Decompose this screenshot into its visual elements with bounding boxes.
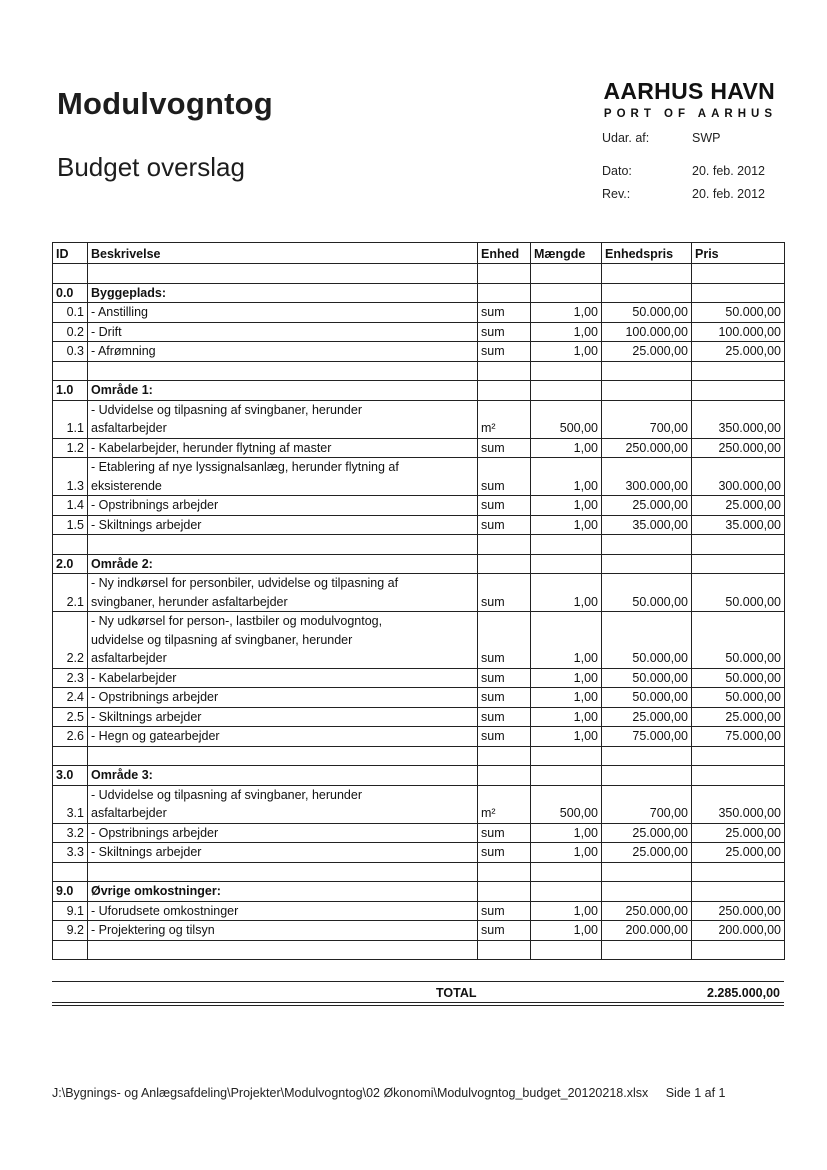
- cell-price: 50.000,00: [692, 303, 785, 323]
- description-line: - Ny udkørsel for person-, lastbiler og modulvogntog,: [91, 614, 383, 628]
- cell-unit-price: [602, 361, 692, 381]
- cell-description: [88, 496, 478, 516]
- cell-quantity: [531, 882, 602, 902]
- cell-description: [88, 921, 478, 941]
- cell-unit: [478, 940, 531, 960]
- cell-unit: m²: [478, 785, 531, 823]
- cell-id: 0.3: [53, 342, 88, 362]
- cell-quantity: [531, 766, 602, 786]
- cell-unit-price: [602, 766, 692, 786]
- cell-price: 200.000,00: [692, 921, 785, 941]
- table-header-row: [53, 243, 785, 264]
- cell-price: 100.000,00: [692, 322, 785, 342]
- cell-description: [88, 785, 478, 823]
- cell-quantity: 1,00: [531, 322, 602, 342]
- cell-quantity: 1,00: [531, 515, 602, 535]
- cell-unit-price: [602, 940, 692, 960]
- description-line: - Opstribnings arbejder: [91, 825, 219, 840]
- cell-description: [88, 766, 478, 786]
- cell-quantity: 1,00: [531, 303, 602, 323]
- cell-unit-price: 25.000,00: [602, 707, 692, 727]
- cell-unit-price: 75.000,00: [602, 727, 692, 747]
- cell-unit-price: [602, 746, 692, 766]
- cell-description: [88, 843, 478, 863]
- table-row: [53, 342, 785, 362]
- meta-revision-value: 20. feb. 2012: [692, 187, 765, 201]
- cell-price: [692, 882, 785, 902]
- cell-unit-price: [602, 283, 692, 303]
- table-blank-row: [53, 361, 785, 381]
- description-line: - Projektering og tilsyn: [91, 923, 215, 937]
- cell-description: [88, 940, 478, 960]
- cell-price: 50.000,00: [692, 668, 785, 688]
- cell-unit-price: 700,00: [602, 400, 692, 438]
- cell-description: [88, 688, 478, 708]
- cell-id: 2.0: [53, 554, 88, 574]
- cell-id: 9.0: [53, 882, 88, 902]
- cell-id: 1.3: [53, 458, 88, 496]
- cell-id: 2.6: [53, 727, 88, 747]
- cell-unit-price: 50.000,00: [602, 612, 692, 669]
- cell-id: 0.2: [53, 322, 88, 342]
- description-line: svingbaner, herunder asfaltarbejder: [91, 594, 288, 609]
- table-row: [53, 668, 785, 688]
- table-section-row: [53, 381, 785, 401]
- table-row: [53, 785, 785, 823]
- cell-quantity: 1,00: [531, 901, 602, 921]
- page-footer: [52, 1086, 725, 1100]
- budget-table-body: [53, 264, 785, 960]
- cell-unit-price: 250.000,00: [602, 901, 692, 921]
- cell-quantity: 1,00: [531, 727, 602, 747]
- description-line: - Opstribnings arbejder: [91, 498, 219, 512]
- cell-description: [88, 303, 478, 323]
- description-line: Øvrige omkostninger:: [91, 884, 221, 898]
- cell-description: [88, 746, 478, 766]
- cell-quantity: 1,00: [531, 612, 602, 669]
- table-section-row: [53, 766, 785, 786]
- cell-price: 300.000,00: [692, 458, 785, 496]
- cell-unit: sum: [478, 612, 531, 669]
- cell-unit: sum: [478, 458, 531, 496]
- cell-quantity: [531, 361, 602, 381]
- description-line: asfaltarbejder: [91, 421, 167, 435]
- meta-revision-label: Rev.:: [602, 187, 631, 201]
- table-row: [53, 574, 785, 612]
- description-line: Byggeplads:: [91, 285, 167, 300]
- description-line: - Udvidelse og tilpasning af svingbaner, herunder: [91, 787, 363, 802]
- cell-quantity: [531, 264, 602, 284]
- cell-description: [88, 438, 478, 458]
- cell-unit: sum: [478, 342, 531, 362]
- cell-unit: [478, 882, 531, 902]
- cell-unit-price: 700,00: [602, 785, 692, 823]
- cell-unit: sum: [478, 322, 531, 342]
- cell-unit: [478, 381, 531, 401]
- cell-description: [88, 264, 478, 284]
- cell-quantity: 500,00: [531, 785, 602, 823]
- cell-quantity: [531, 535, 602, 555]
- cell-description: [88, 901, 478, 921]
- cell-quantity: 1,00: [531, 668, 602, 688]
- cell-id: 3.0: [53, 766, 88, 786]
- cell-price: [692, 940, 785, 960]
- cell-id: 3.1: [53, 785, 88, 823]
- description-line: - Kabelarbejder: [91, 670, 177, 685]
- cell-id: 2.4: [53, 688, 88, 708]
- cell-unit-price: 200.000,00: [602, 921, 692, 941]
- cell-price: 50.000,00: [692, 612, 785, 669]
- cell-quantity: [531, 554, 602, 574]
- cell-price: [692, 746, 785, 766]
- description-line: udvidelse og tilpasning af svingbaner, herunder: [91, 632, 353, 647]
- cell-quantity: [531, 283, 602, 303]
- cell-description: [88, 668, 478, 688]
- footer-page-number: Side 1 af 1: [665, 1086, 726, 1100]
- column-header-unit: Enhed: [478, 243, 531, 264]
- cell-id: [53, 940, 88, 960]
- cell-unit: sum: [478, 438, 531, 458]
- cell-price: [692, 862, 785, 882]
- cell-unit: sum: [478, 823, 531, 843]
- cell-unit: [478, 283, 531, 303]
- footer-file-path: J:\Bygnings- og Anlægsafdeling\Projekter\Modulvogntog\02 Økonomi\Modulvogntog_budget_20120218.xlsx: [52, 1086, 649, 1100]
- cell-price: 250.000,00: [692, 901, 785, 921]
- table-row: [53, 458, 785, 496]
- cell-id: [53, 264, 88, 284]
- cell-unit: sum: [478, 496, 531, 516]
- cell-price: [692, 283, 785, 303]
- cell-description: [88, 882, 478, 902]
- table-row: [53, 515, 785, 535]
- cell-quantity: 1,00: [531, 496, 602, 516]
- cell-id: [53, 746, 88, 766]
- cell-id: 1.0: [53, 381, 88, 401]
- cell-price: [692, 264, 785, 284]
- table-blank-row: [53, 940, 785, 960]
- cell-description: [88, 458, 478, 496]
- cell-unit: sum: [478, 574, 531, 612]
- cell-unit: sum: [478, 668, 531, 688]
- cell-price: 35.000,00: [692, 515, 785, 535]
- budget-table: [52, 242, 785, 960]
- description-line: asfaltarbejder: [91, 651, 167, 665]
- table-blank-row: [53, 535, 785, 555]
- cell-description: [88, 283, 478, 303]
- meta-prepared-label: Udar. af:: [602, 131, 650, 145]
- total-section: [52, 981, 784, 1006]
- table-row: [53, 843, 785, 863]
- cell-unit: sum: [478, 921, 531, 941]
- description-line: - Uforudsete omkostninger: [91, 903, 239, 918]
- description-line: eksisterende: [91, 478, 162, 493]
- cell-quantity: 1,00: [531, 438, 602, 458]
- table-row: [53, 921, 785, 941]
- cell-unit: [478, 862, 531, 882]
- cell-unit-price: 25.000,00: [602, 843, 692, 863]
- meta-prepared-value: SWP: [692, 131, 721, 145]
- cell-quantity: 1,00: [531, 688, 602, 708]
- description-line: - Ny indkørsel for personbiler, udvidelse og tilpasning af: [91, 576, 399, 590]
- cell-price: 350.000,00: [692, 400, 785, 438]
- cell-description: [88, 361, 478, 381]
- total-label: TOTAL: [436, 986, 477, 1000]
- cell-unit-price: [602, 554, 692, 574]
- cell-unit-price: 25.000,00: [602, 342, 692, 362]
- description-line: - Anstilling: [91, 305, 148, 319]
- cell-quantity: 500,00: [531, 400, 602, 438]
- company-logo-main: AARHUS HAVN: [603, 78, 775, 104]
- cell-id: 1.2: [53, 438, 88, 458]
- cell-price: 25.000,00: [692, 707, 785, 727]
- cell-quantity: [531, 862, 602, 882]
- table-row: [53, 707, 785, 727]
- cell-id: 0.1: [53, 303, 88, 323]
- description-line: - Udvidelse og tilpasning af svingbaner, herunder: [91, 402, 363, 417]
- cell-unit: sum: [478, 515, 531, 535]
- column-header-price: Pris: [692, 243, 785, 264]
- cell-quantity: 1,00: [531, 707, 602, 727]
- table-blank-row: [53, 862, 785, 882]
- cell-price: 250.000,00: [692, 438, 785, 458]
- cell-unit-price: [602, 381, 692, 401]
- table-row: [53, 727, 785, 747]
- cell-price: 75.000,00: [692, 727, 785, 747]
- cell-unit-price: 50.000,00: [602, 574, 692, 612]
- cell-description: [88, 612, 478, 669]
- description-line: - Skiltnings arbejder: [91, 709, 202, 724]
- cell-price: [692, 766, 785, 786]
- cell-id: 0.0: [53, 283, 88, 303]
- cell-id: [53, 535, 88, 555]
- table-blank-row: [53, 264, 785, 284]
- cell-id: 2.1: [53, 574, 88, 612]
- cell-description: [88, 322, 478, 342]
- cell-price: 25.000,00: [692, 342, 785, 362]
- cell-description: [88, 574, 478, 612]
- cell-unit: [478, 766, 531, 786]
- cell-description: [88, 381, 478, 401]
- cell-price: 25.000,00: [692, 496, 785, 516]
- total-value: 2.285.000,00: [707, 986, 780, 1000]
- cell-quantity: 1,00: [531, 458, 602, 496]
- cell-unit: sum: [478, 688, 531, 708]
- cell-unit: m²: [478, 400, 531, 438]
- cell-unit-price: 50.000,00: [602, 668, 692, 688]
- cell-unit-price: [602, 862, 692, 882]
- table-section-row: [53, 554, 785, 574]
- cell-unit: [478, 554, 531, 574]
- table-row: [53, 496, 785, 516]
- cell-price: 50.000,00: [692, 688, 785, 708]
- cell-description: [88, 535, 478, 555]
- cell-price: [692, 535, 785, 555]
- description-line: - Skiltnings arbejder: [91, 845, 202, 859]
- cell-description: [88, 707, 478, 727]
- cell-description: [88, 554, 478, 574]
- cell-price: [692, 361, 785, 381]
- document-subtitle: Budget overslag: [57, 152, 245, 182]
- cell-unit: sum: [478, 901, 531, 921]
- cell-description: [88, 400, 478, 438]
- cell-id: 2.2: [53, 612, 88, 669]
- column-header-id: ID: [53, 243, 88, 264]
- cell-unit: sum: [478, 707, 531, 727]
- table-row: [53, 688, 785, 708]
- cell-id: 2.3: [53, 668, 88, 688]
- description-line: - Opstribnings arbejder: [91, 690, 219, 704]
- cell-unit: [478, 535, 531, 555]
- cell-price: [692, 381, 785, 401]
- cell-price: [692, 554, 785, 574]
- cell-price: 350.000,00: [692, 785, 785, 823]
- cell-id: 3.3: [53, 843, 88, 863]
- cell-id: 9.2: [53, 921, 88, 941]
- table-blank-row: [53, 746, 785, 766]
- cell-id: 1.5: [53, 515, 88, 535]
- table-row: [53, 322, 785, 342]
- cell-quantity: 1,00: [531, 574, 602, 612]
- cell-unit-price: [602, 882, 692, 902]
- cell-unit-price: 25.000,00: [602, 823, 692, 843]
- cell-description: [88, 823, 478, 843]
- table-row: [53, 303, 785, 323]
- cell-unit-price: [602, 535, 692, 555]
- cell-unit-price: 35.000,00: [602, 515, 692, 535]
- cell-description: [88, 342, 478, 362]
- column-header-unit-price: Enhedspris: [602, 243, 692, 264]
- cell-unit-price: 300.000,00: [602, 458, 692, 496]
- description-line: - Skiltnings arbejder: [91, 517, 202, 532]
- description-line: - Etablering af nye lyssignalsanlæg, herunder flytning af: [91, 460, 399, 474]
- cell-unit: sum: [478, 727, 531, 747]
- description-line: - Kabelarbejder, herunder flytning af master: [91, 440, 332, 455]
- table-section-row: [53, 882, 785, 902]
- cell-description: [88, 862, 478, 882]
- cell-id: 1.4: [53, 496, 88, 516]
- cell-price: 25.000,00: [692, 823, 785, 843]
- description-line: Område 2:: [91, 556, 153, 571]
- cell-quantity: 1,00: [531, 342, 602, 362]
- cell-id: 9.1: [53, 901, 88, 921]
- meta-date-value: 20. feb. 2012: [692, 164, 765, 178]
- cell-unit: [478, 746, 531, 766]
- cell-unit-price: 25.000,00: [602, 496, 692, 516]
- cell-unit-price: 250.000,00: [602, 438, 692, 458]
- meta-date-label: Dato:: [602, 164, 632, 178]
- table-row: [53, 901, 785, 921]
- column-header-quantity: Mængde: [531, 243, 602, 264]
- cell-unit: [478, 361, 531, 381]
- description-line: Område 3:: [91, 768, 153, 782]
- description-line: - Hegn og gatearbejder: [91, 729, 220, 743]
- cell-id: 2.5: [53, 707, 88, 727]
- description-line: Område 1:: [91, 383, 153, 397]
- cell-unit-price: 50.000,00: [602, 688, 692, 708]
- description-line: asfaltarbejder: [91, 806, 167, 820]
- description-line: - Drift: [91, 324, 122, 339]
- cell-quantity: 1,00: [531, 921, 602, 941]
- cell-quantity: 1,00: [531, 823, 602, 843]
- column-header-description: Beskrivelse: [88, 243, 478, 264]
- table-row: [53, 823, 785, 843]
- table-row: [53, 438, 785, 458]
- cell-id: 1.1: [53, 400, 88, 438]
- cell-id: [53, 361, 88, 381]
- cell-description: [88, 515, 478, 535]
- cell-quantity: [531, 940, 602, 960]
- cell-unit: sum: [478, 843, 531, 863]
- table-section-row: [53, 283, 785, 303]
- company-logo-sub: PORT OF AARHUS: [603, 108, 777, 120]
- cell-unit-price: [602, 264, 692, 284]
- cell-quantity: 1,00: [531, 843, 602, 863]
- document-title: Modulvogntog: [57, 86, 273, 121]
- table-row: [53, 612, 785, 669]
- cell-quantity: [531, 381, 602, 401]
- cell-quantity: [531, 746, 602, 766]
- cell-unit-price: 100.000,00: [602, 322, 692, 342]
- cell-id: [53, 862, 88, 882]
- description-line: - Afrømning: [91, 344, 156, 358]
- table-row: [53, 400, 785, 438]
- cell-unit: sum: [478, 303, 531, 323]
- cell-description: [88, 727, 478, 747]
- cell-price: 25.000,00: [692, 843, 785, 863]
- cell-unit: [478, 264, 531, 284]
- cell-price: 50.000,00: [692, 574, 785, 612]
- cell-unit-price: 50.000,00: [602, 303, 692, 323]
- cell-id: 3.2: [53, 823, 88, 843]
